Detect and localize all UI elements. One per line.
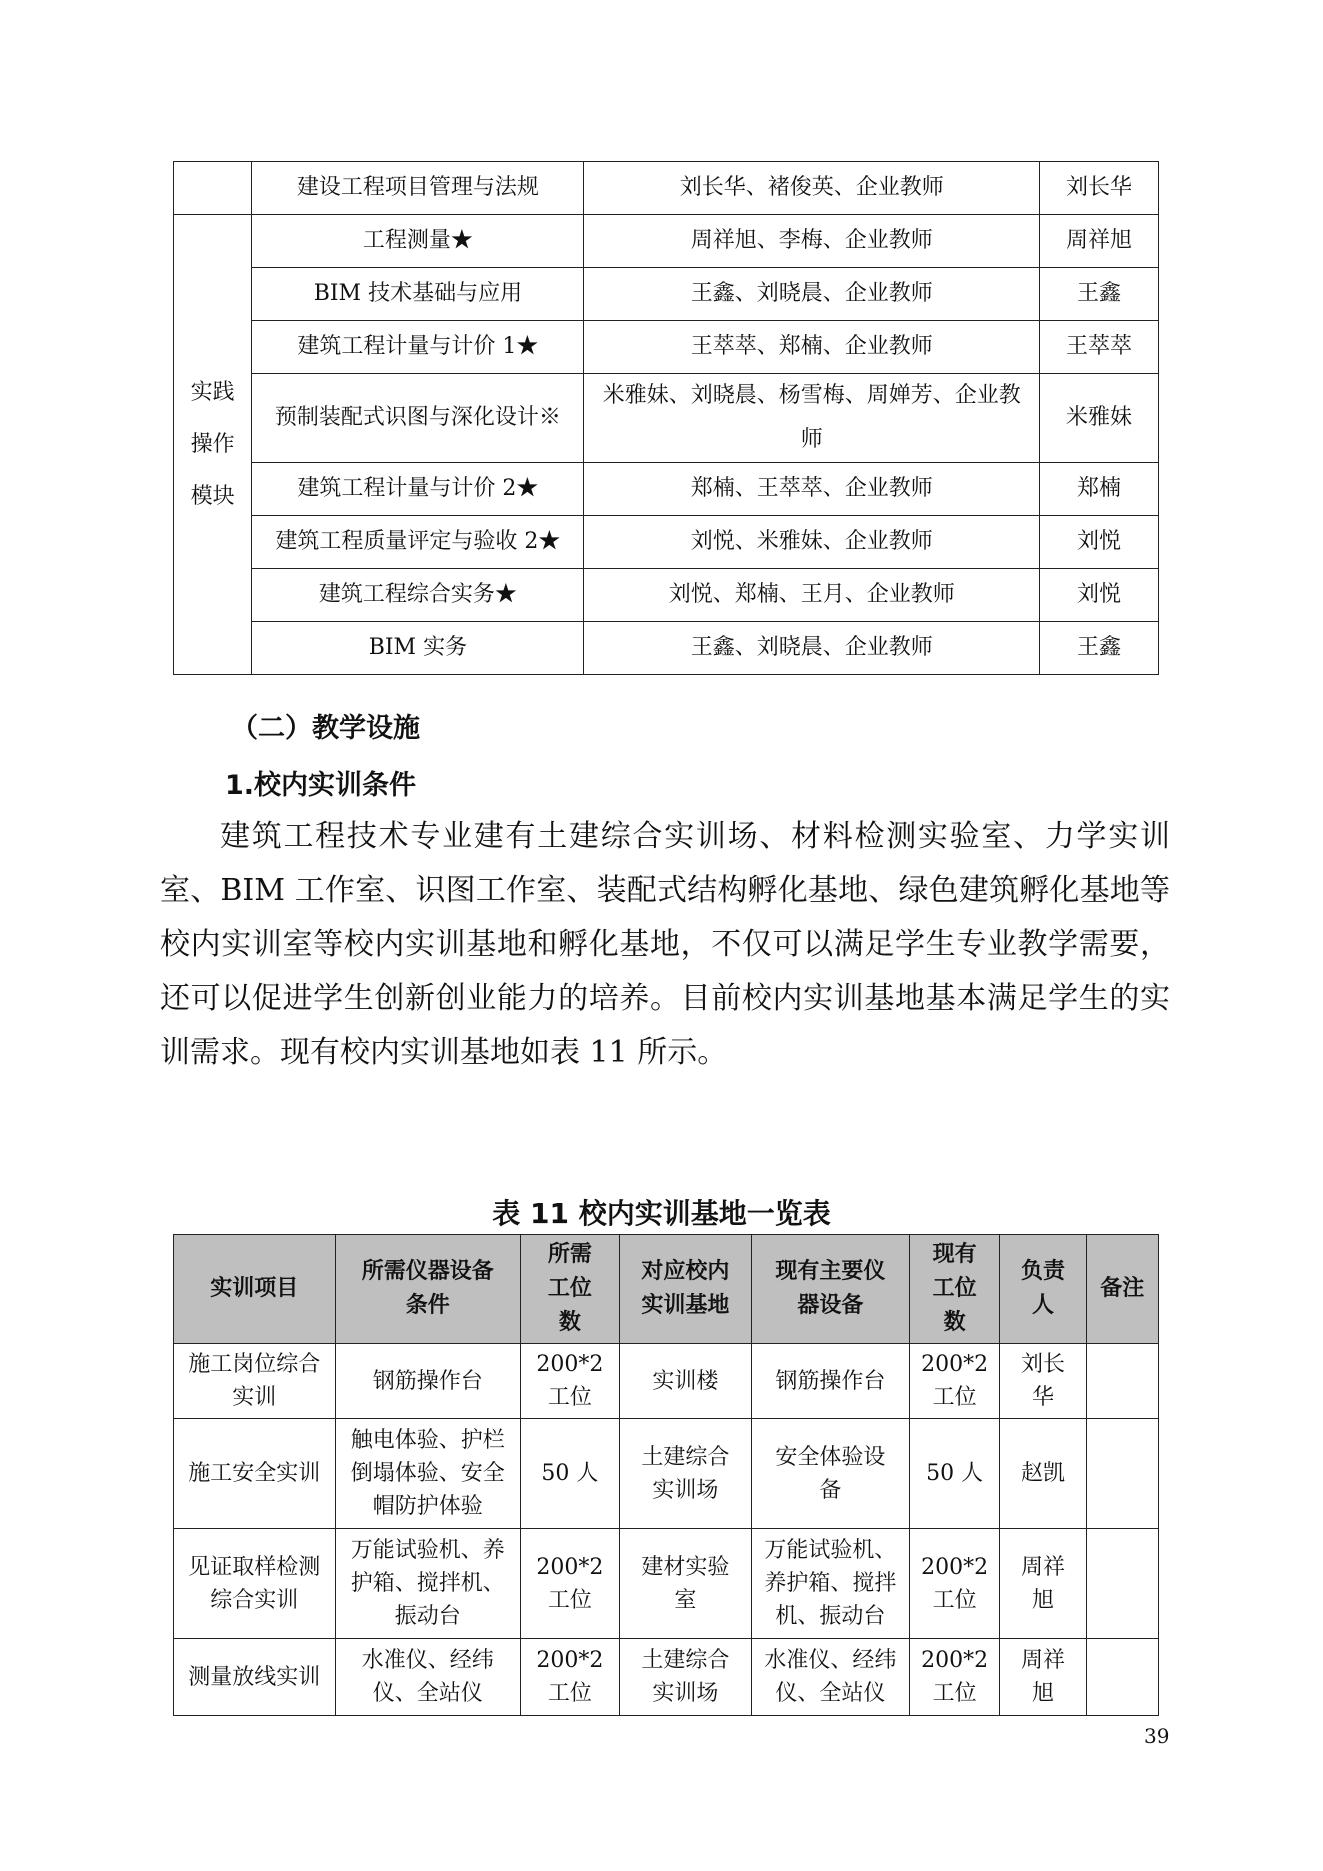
module-cell-empty — [174, 162, 252, 215]
header-line: 现有 — [932, 1242, 977, 1267]
cell-line: 200*2 — [921, 1554, 989, 1580]
teachers-cell: 王鑫、刘晓晨、企业教师 — [584, 622, 1040, 675]
course-cell: 建设工程项目管理与法规 — [252, 162, 584, 215]
cell-line: 工位 — [932, 1587, 977, 1613]
table-cell — [909, 1344, 1000, 1419]
column-header — [520, 1235, 619, 1344]
cell-line: 综合实训 — [210, 1587, 299, 1613]
cell-line: 200*2 — [536, 1352, 604, 1377]
cell-line: 华 — [1032, 1385, 1055, 1410]
cell-line: 工位 — [547, 1385, 592, 1410]
body-paragraph: 建筑工程技术专业建有土建综合实训场、材料检测实验室、力学实训室、BIM 工作室、识图工作室、装配式结构孵化基地、绿色建筑孵化基地等校内实训室等校内实训基地和孵化基地，不仅可以满足学生专业教学需要，还可以促进学生创新创业能力的培养。目前校内实训基地基本满足学生的实训需求。现有校内实训基地如表 11 所示。 — [160, 819, 1170, 1070]
cell-line: 土建综合 — [641, 1648, 730, 1673]
header-line: 数 — [943, 1310, 966, 1335]
table-cell — [1086, 1529, 1158, 1639]
lead-cell: 王萃萃 — [1040, 321, 1159, 374]
table-cell — [1000, 1639, 1086, 1716]
cell-line: 实训楼 — [652, 1368, 719, 1394]
cell-line: 钢筋操作台 — [372, 1368, 483, 1394]
table-row — [174, 1419, 1159, 1529]
course-cell: 建筑工程计量与计价 1★ — [252, 321, 584, 374]
header-line: 备注 — [1100, 1276, 1145, 1301]
cell-line: 200*2 — [921, 1352, 989, 1377]
cell-line: 工位 — [932, 1681, 977, 1706]
cell-line: 仪、全站仪 — [775, 1681, 886, 1706]
table-cell — [1000, 1344, 1086, 1419]
table-row — [174, 622, 1159, 675]
table-cell — [751, 1419, 909, 1529]
cell-line: 赵凯 — [1021, 1461, 1066, 1486]
table-row — [174, 516, 1159, 569]
table-row — [174, 463, 1159, 516]
cell-line: 室 — [674, 1587, 697, 1613]
table-cell — [520, 1639, 619, 1716]
course-cell: 建筑工程计量与计价 2★ — [252, 463, 584, 516]
teachers-cell: 刘悦、米雅妹、企业教师 — [584, 516, 1040, 569]
cell-line: 200*2 — [921, 1648, 989, 1673]
cell-line: 护箱、搅拌机、 — [350, 1571, 505, 1596]
table-cell — [335, 1344, 520, 1419]
cell-line: 施工安全实训 — [188, 1461, 321, 1486]
training-base-table — [173, 1234, 1159, 1716]
table-cell — [520, 1344, 619, 1419]
teachers-line: 师 — [800, 427, 823, 452]
cell-line: 50 人 — [541, 1461, 599, 1486]
table-cell — [909, 1419, 1000, 1529]
cell-line: 万能试验机、 — [764, 1538, 897, 1563]
cell-line: 仪、全站仪 — [372, 1681, 483, 1706]
teachers-cell: 刘长华、褚俊英、企业教师 — [584, 162, 1040, 215]
teachers-cell: 刘悦、郑楠、王月、企业教师 — [584, 569, 1040, 622]
cell-line: 刘长 — [1021, 1352, 1066, 1377]
teachers-cell: 周祥旭、李梅、企业教师 — [584, 215, 1040, 268]
section-subheading: 1.校内实训条件 — [225, 770, 417, 801]
header-line: 所需 — [547, 1242, 592, 1267]
cell-line: 工位 — [547, 1587, 592, 1613]
column-header — [751, 1235, 909, 1344]
table-cell — [751, 1639, 909, 1716]
table-cell — [1086, 1639, 1158, 1716]
module-label-line: 实践 — [190, 379, 235, 405]
table-row — [174, 215, 1159, 268]
header-line: 实训基地 — [641, 1293, 730, 1318]
lead-cell: 王鑫 — [1040, 268, 1159, 321]
cell-line: 工位 — [547, 1681, 592, 1706]
table-cell — [335, 1419, 520, 1529]
table-cell — [335, 1529, 520, 1639]
cell-line: 万能试验机、养 — [350, 1538, 505, 1563]
table-row — [174, 374, 1159, 463]
lead-cell: 米雅妹 — [1040, 374, 1159, 463]
cell-line: 旭 — [1032, 1681, 1055, 1706]
table-row — [174, 268, 1159, 321]
table-row — [174, 1639, 1159, 1716]
cell-line: 旭 — [1032, 1587, 1055, 1613]
column-header — [619, 1235, 751, 1344]
table-cell — [1000, 1419, 1086, 1529]
table-cell — [174, 1529, 336, 1639]
cell-line: 水准仪、经纬 — [361, 1648, 494, 1673]
cell-line: 200*2 — [536, 1554, 604, 1580]
cell-line: 实训场 — [652, 1681, 719, 1706]
module-label-line: 模块 — [190, 483, 235, 509]
header-line: 数 — [558, 1310, 581, 1335]
column-header — [1086, 1235, 1158, 1344]
lead-cell: 刘长华 — [1040, 162, 1159, 215]
table-cell — [520, 1419, 619, 1529]
table-cell — [1086, 1419, 1158, 1529]
table-row — [174, 1529, 1159, 1639]
table-row — [174, 321, 1159, 374]
table-cell — [909, 1639, 1000, 1716]
cell-line: 水准仪、经纬 — [764, 1648, 897, 1673]
course-cell: BIM 技术基础与应用 — [252, 268, 584, 321]
header-row — [174, 1235, 1159, 1344]
cell-line: 安全体验设 — [775, 1444, 886, 1470]
table-cell — [174, 1419, 336, 1529]
table-cell — [619, 1344, 751, 1419]
module-label-line: 操作 — [190, 431, 235, 457]
table-cell — [751, 1344, 909, 1419]
cell-line: 备 — [819, 1477, 842, 1503]
cell-line: 施工岗位综合 — [188, 1352, 321, 1377]
cell-line: 建材实验 — [641, 1554, 730, 1580]
cell-line: 50 人 — [926, 1461, 984, 1486]
course-cell: BIM 实务 — [252, 622, 584, 675]
table-cell — [174, 1344, 336, 1419]
cell-line: 机、振动台 — [775, 1604, 886, 1629]
header-line: 条件 — [405, 1293, 450, 1318]
header-line: 工位 — [932, 1276, 977, 1301]
column-header — [174, 1235, 336, 1344]
cell-line: 倒塌体验、安全 — [350, 1461, 505, 1486]
header-line: 器设备 — [797, 1293, 864, 1318]
table-row — [174, 1344, 1159, 1419]
cell-line: 养护箱、搅拌 — [764, 1571, 897, 1596]
table-row — [174, 569, 1159, 622]
module-label-cell — [174, 215, 252, 675]
table-cell — [1000, 1529, 1086, 1639]
teachers-cell — [584, 374, 1040, 463]
table-cell — [619, 1419, 751, 1529]
header-line: 人 — [1032, 1293, 1055, 1318]
cell-line: 振动台 — [394, 1604, 461, 1629]
page-number: 39 — [1144, 1724, 1170, 1748]
course-cell: 建筑工程综合实务★ — [252, 569, 584, 622]
course-cell: 预制装配式识图与深化设计※ — [252, 374, 584, 463]
cell-line: 周祥 — [1021, 1554, 1066, 1580]
lead-cell: 刘悦 — [1040, 569, 1159, 622]
cell-line: 工位 — [932, 1385, 977, 1410]
cell-line: 见证取样检测 — [188, 1554, 321, 1580]
course-cell: 工程测量★ — [252, 215, 584, 268]
table-cell — [520, 1529, 619, 1639]
cell-line: 200*2 — [536, 1648, 604, 1673]
cell-line: 帽防护体验 — [372, 1494, 483, 1519]
column-header — [909, 1235, 1000, 1344]
header-line: 工位 — [547, 1276, 592, 1301]
cell-line: 触电体验、护栏 — [350, 1428, 505, 1453]
header-line: 现有主要仪 — [775, 1259, 886, 1284]
cell-line: 钢筋操作台 — [775, 1368, 886, 1394]
teachers-line: 米雅妹、刘晓晨、杨雪梅、周婵芳、企业教 — [602, 383, 1021, 408]
teachers-cell: 王萃萃、郑楠、企业教师 — [584, 321, 1040, 374]
lead-cell: 周祥旭 — [1040, 215, 1159, 268]
lead-cell: 王鑫 — [1040, 622, 1159, 675]
header-line: 所需仪器设备 — [361, 1259, 494, 1284]
table-cell — [751, 1529, 909, 1639]
teachers-cell: 王鑫、刘晓晨、企业教师 — [584, 268, 1040, 321]
course-cell: 建筑工程质量评定与验收 2★ — [252, 516, 584, 569]
lead-cell: 刘悦 — [1040, 516, 1159, 569]
cell-line: 实训场 — [652, 1477, 719, 1503]
course-teacher-table — [173, 161, 1159, 675]
cell-line: 土建综合 — [641, 1444, 730, 1470]
column-header — [335, 1235, 520, 1344]
cell-line: 实训 — [232, 1385, 277, 1410]
section-heading: （二）教学设施 — [231, 713, 420, 744]
cell-line: 测量放线实训 — [188, 1664, 321, 1690]
lead-cell: 郑楠 — [1040, 463, 1159, 516]
table-cell — [909, 1529, 1000, 1639]
table-cell — [619, 1639, 751, 1716]
table-cell — [174, 1639, 336, 1716]
header-line: 对应校内 — [641, 1259, 730, 1284]
table-cell — [619, 1529, 751, 1639]
table-caption: 表 11 校内实训基地一览表 — [492, 1197, 831, 1230]
column-header — [1000, 1235, 1086, 1344]
table-cell — [335, 1639, 520, 1716]
header-line: 负责 — [1021, 1259, 1066, 1284]
table-row — [174, 162, 1159, 215]
cell-line: 周祥 — [1021, 1648, 1066, 1673]
table-cell — [1086, 1344, 1158, 1419]
header-line: 实训项目 — [210, 1276, 299, 1301]
teachers-cell: 郑楠、王萃萃、企业教师 — [584, 463, 1040, 516]
